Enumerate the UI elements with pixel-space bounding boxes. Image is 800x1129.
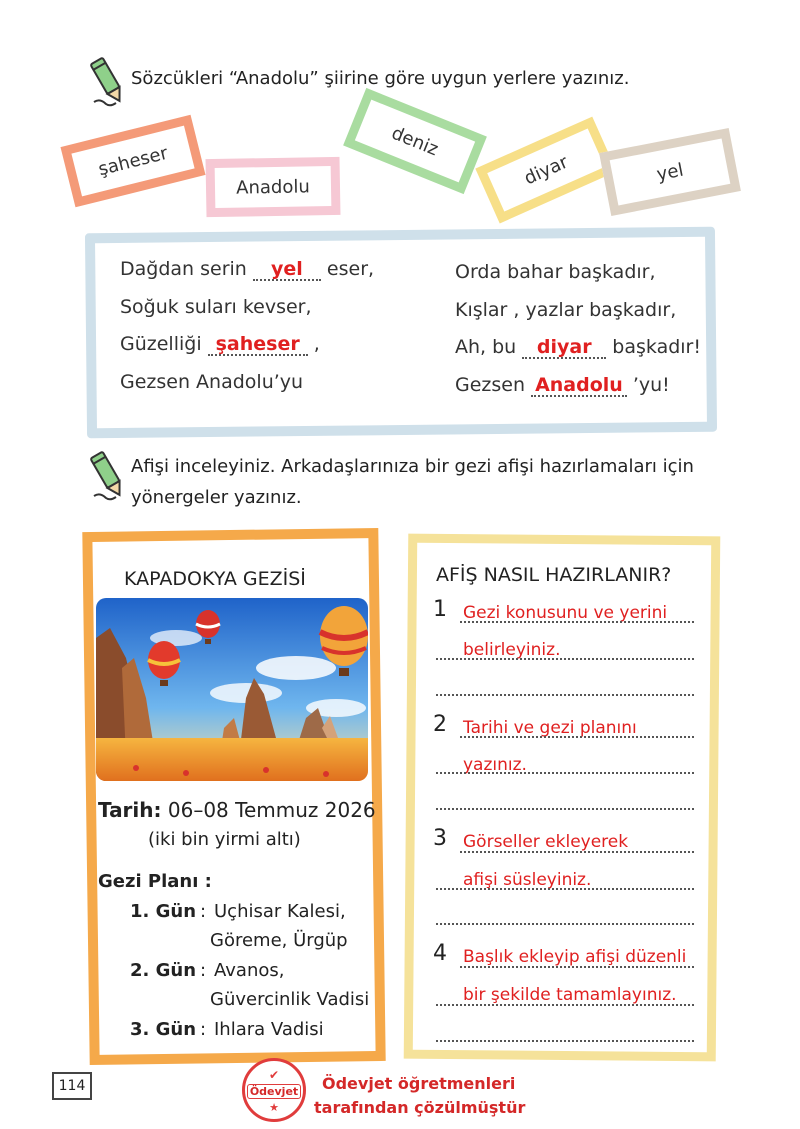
dotted-line xyxy=(436,808,694,810)
dotted-line xyxy=(436,1040,694,1042)
answer-blank: şaheser xyxy=(208,334,308,356)
dotted-line xyxy=(436,888,694,890)
odevjet-stamp xyxy=(242,1058,306,1122)
dotted-line xyxy=(436,772,694,774)
check-icon: ✔ xyxy=(268,1068,280,1082)
stamp-label: Ödevjet xyxy=(247,1084,301,1099)
plan-sep-3: : xyxy=(200,1019,207,1040)
poster-date-words: (iki bin yirmi altı) xyxy=(148,829,301,850)
plan-place-1b: Göreme, Ürgüp xyxy=(210,930,348,951)
poem-text: , xyxy=(307,333,320,355)
poem-text: Dağdan serin xyxy=(120,258,253,280)
dotted-line xyxy=(460,736,694,738)
word-card-yel xyxy=(599,128,741,216)
plan-sep-2: : xyxy=(200,960,207,981)
solved-by-line-1: Ödevjet öğretmenleri xyxy=(322,1074,516,1093)
plan-place-3a: Ihlara Vadisi xyxy=(214,1019,324,1040)
poem-text: ’yu! xyxy=(626,374,670,396)
poem-line-left-1 xyxy=(120,258,374,281)
answer-blank: diyar xyxy=(522,337,606,359)
dotted-line xyxy=(436,923,694,925)
dotted-line xyxy=(436,658,694,660)
plan-place-2b: Güvercinlik Vadisi xyxy=(210,989,370,1010)
balloon-landscape-image xyxy=(96,598,368,781)
dotted-line xyxy=(460,851,694,853)
page-number: 114 xyxy=(52,1072,92,1100)
word-card-label: yel xyxy=(654,159,686,185)
poem-line-right-2: Kışlar , yazlar başkadır, xyxy=(455,299,677,321)
step-3-line-1: Görseller ekleyerek xyxy=(463,832,629,852)
word-card-deniz xyxy=(343,88,487,194)
step-number-3: 3 xyxy=(433,826,447,851)
word-card-label: diyar xyxy=(520,151,572,189)
word-card-saheser xyxy=(60,115,205,208)
poem-line-left-2: Soğuk suları kevser, xyxy=(120,296,312,318)
step-number-2: 2 xyxy=(433,712,447,737)
step-2-line-2: yazınız. xyxy=(463,755,527,775)
word-card-diyar xyxy=(475,117,616,224)
poem-text: eser, xyxy=(320,258,375,280)
poster-date xyxy=(98,798,376,822)
poem-text: Gezsen xyxy=(455,374,532,396)
answer-blank: yel xyxy=(253,259,321,281)
dotted-line xyxy=(460,966,694,968)
poem-text: Güzelliği xyxy=(120,333,208,355)
step-number-1: 1 xyxy=(433,597,447,622)
instruction-text-2b: yönergeler yazınız. xyxy=(131,487,302,508)
poster-plan-label: Gezi Planı : xyxy=(98,871,212,892)
solved-by-line-2: tarafından çözülmüştür xyxy=(314,1098,526,1117)
date-label: Tarih: xyxy=(98,798,162,822)
instruction-text-2a: Afişi inceleyiniz. Arkadaşlarınıza bir gezi afişi hazırlamaları için xyxy=(131,456,694,477)
word-card-anadolu xyxy=(206,157,341,217)
answer-blank: Anadolu xyxy=(531,375,627,397)
dotted-line xyxy=(436,694,694,696)
step-4-line-1: Başlık ekleyip afişi düzenli xyxy=(463,947,687,967)
poem-text: Ah, bu xyxy=(455,336,523,358)
step-3-line-2: afişi süsleyiniz. xyxy=(463,870,592,890)
plan-day-2: 2. Gün xyxy=(130,960,197,981)
word-card-label: deniz xyxy=(388,122,442,160)
plan-sep-1: : xyxy=(200,901,207,922)
dotted-line xyxy=(436,1004,694,1006)
dotted-line xyxy=(460,621,694,623)
howto-title: AFİŞ NASIL HAZIRLANIR? xyxy=(436,564,672,586)
poem-line-right-1: Orda bahar başkadır, xyxy=(455,261,656,283)
step-1-line-1: Gezi konusunu ve yerini xyxy=(463,603,668,623)
date-value: 06–08 Temmuz 2026 xyxy=(167,798,376,822)
pencil-icon xyxy=(88,448,128,502)
poem-line-left-4: Gezsen Anadolu’yu xyxy=(120,371,304,393)
poem-line-left-3 xyxy=(120,333,320,356)
plan-day-3: 3. Gün xyxy=(130,1019,197,1040)
word-card-label: Anadolu xyxy=(236,175,310,199)
plan-place-2a: Avanos, xyxy=(214,960,285,981)
poem-line-right-3 xyxy=(455,336,701,359)
step-2-line-1: Tarihi ve gezi planını xyxy=(463,718,637,738)
plan-place-1a: Uçhisar Kalesi, xyxy=(214,901,346,922)
poem-text: başkadır! xyxy=(606,336,701,358)
step-number-4: 4 xyxy=(433,941,447,966)
word-card-label: şaheser xyxy=(96,142,170,180)
instruction-text-1: Sözcükleri “Anadolu” şiirine göre uygun yerlere yazınız. xyxy=(131,68,630,89)
poster-title: KAPADOKYA GEZİSİ xyxy=(124,568,306,590)
poem-line-right-4 xyxy=(455,374,670,397)
pencil-icon xyxy=(88,54,128,108)
plan-day-1: 1. Gün xyxy=(130,901,197,922)
step-4-line-2: bir şekilde tamamlayınız. xyxy=(463,985,677,1005)
star-icon: ★ xyxy=(269,1101,279,1114)
step-1-line-2: belirleyiniz. xyxy=(463,640,561,660)
